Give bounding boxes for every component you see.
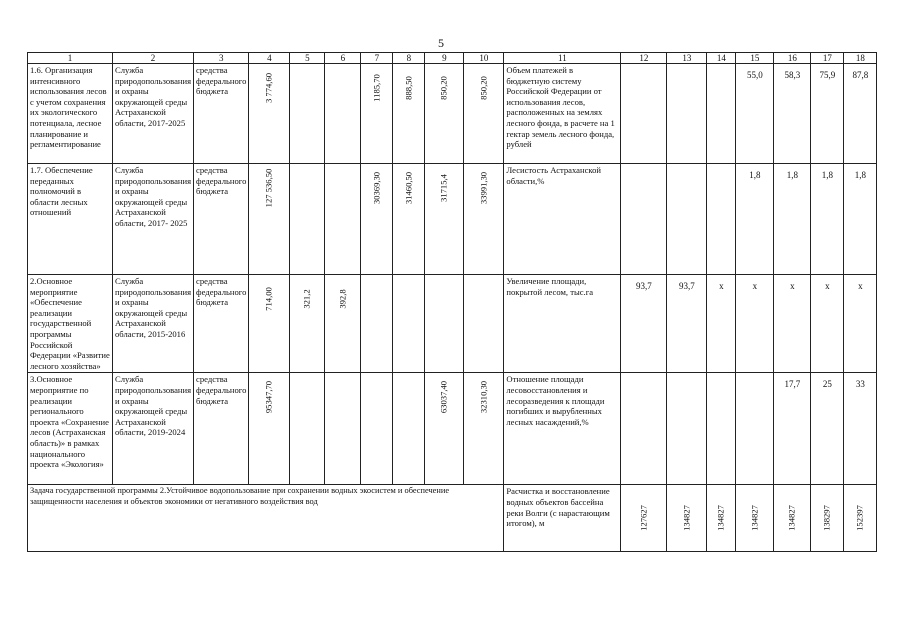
value-c15: х	[736, 275, 774, 373]
col-header: 6	[325, 53, 361, 64]
value-c16: х	[774, 275, 811, 373]
value-c15	[736, 373, 774, 485]
value-c13	[667, 64, 707, 164]
value-c18: 87,8	[844, 64, 877, 164]
value-c16: 17,7	[774, 373, 811, 485]
col-header: 10	[464, 53, 504, 64]
col-header: 16	[774, 53, 811, 64]
amount-c5: 321,2	[290, 275, 325, 373]
amount-c8	[393, 275, 425, 373]
value-c14	[707, 164, 736, 275]
col-header: 11	[504, 53, 621, 64]
amount-c10: 33991,30	[464, 164, 504, 275]
amount-c8	[393, 373, 425, 485]
table-row	[28, 373, 877, 485]
value-c18: 152397	[844, 485, 877, 552]
executor: Служба природопользования и охраны окружающей среды Астраханской области, 2017- 2025	[113, 164, 194, 275]
page-number: 5	[438, 36, 444, 50]
executor: Служба природопользования и охраны окружающей среды Астраханской области, 2019-2024	[113, 373, 194, 485]
amount-c9: 850,20	[425, 64, 464, 164]
value-c12	[621, 64, 667, 164]
col-header: 14	[707, 53, 736, 64]
value-c17: х	[811, 275, 844, 373]
value-c13	[667, 164, 707, 275]
col-header: 5	[290, 53, 325, 64]
col-header: 8	[393, 53, 425, 64]
col-header: 18	[844, 53, 877, 64]
funding-source: средства федерального бюджета	[194, 64, 249, 164]
col-header: 2	[113, 53, 194, 64]
measure-name: 3.Основное мероприятие по реализации регионального проекта «Сохранение лесов (Астраханская область)» в рамках национального проекта «Экология»	[28, 373, 113, 485]
amount-c7	[361, 373, 393, 485]
funding-source: средства федерального бюджета	[194, 275, 249, 373]
col-header: 7	[361, 53, 393, 64]
value-c12	[621, 373, 667, 485]
col-header: 9	[425, 53, 464, 64]
value-c12: 93,7	[621, 275, 667, 373]
value-c12: 127627	[621, 485, 667, 552]
value-c15: 55,0	[736, 64, 774, 164]
col-header: 13	[667, 53, 707, 64]
col-header: 3	[194, 53, 249, 64]
amount-total: 3 774,60	[249, 64, 290, 164]
amount-c7: 1185,70	[361, 64, 393, 164]
value-c14: х	[707, 275, 736, 373]
col-header: 1	[28, 53, 113, 64]
measure-name: 2.Основное мероприятие «Обеспечение реализации государственной программы Российской Федерации «Развитие лесного хозяйства»	[28, 275, 113, 373]
amount-total: 127 536,50	[249, 164, 290, 275]
amount-c6	[325, 373, 361, 485]
amount-total: 714,00	[249, 275, 290, 373]
indicator: Лесистость Астраханской области,%	[504, 164, 621, 275]
value-c18: х	[844, 275, 877, 373]
task-description: Задача государственной программы 2.Устойчивое водопользование при сохранении водных экосистем и обеспечение защищенности населения и объектов экономики от негативного воздействия вод	[28, 485, 504, 552]
col-header: 15	[736, 53, 774, 64]
amount-c10: 850,20	[464, 64, 504, 164]
table-row	[28, 64, 877, 164]
amount-c10: 32310,30	[464, 373, 504, 485]
amount-c5	[290, 164, 325, 275]
value-c15: 134827	[736, 485, 774, 552]
col-header: 12	[621, 53, 667, 64]
value-c14: 134827	[707, 485, 736, 552]
value-c12	[621, 164, 667, 275]
value-c18: 1,8	[844, 164, 877, 275]
indicator: Расчистка и восстановление водных объектов бассейна реки Волги (с нарастающим итогом), м	[504, 485, 621, 552]
value-c17: 138297	[811, 485, 844, 552]
amount-total: 95347,70	[249, 373, 290, 485]
table-row	[28, 164, 877, 275]
amount-c9	[425, 275, 464, 373]
amount-c5	[290, 64, 325, 164]
value-c16: 134827	[774, 485, 811, 552]
col-header: 4	[249, 53, 290, 64]
value-c18: 33	[844, 373, 877, 485]
amount-c8: 888,50	[393, 64, 425, 164]
task-row	[28, 485, 877, 552]
amount-c8: 31460,50	[393, 164, 425, 275]
value-c14	[707, 373, 736, 485]
amount-c7	[361, 275, 393, 373]
amount-c7: 30369,30	[361, 164, 393, 275]
amount-c10	[464, 275, 504, 373]
value-c16: 58,3	[774, 64, 811, 164]
header-row	[28, 53, 877, 64]
measure-name: 1.6. Организация интенсивного использования лесов с учетом сохранения их экологического потенциала, лесное планирование и регламентирование	[28, 64, 113, 164]
measure-name: 1.7. Обеспечение переданных полномочий в области лесных отношений	[28, 164, 113, 275]
amount-c5	[290, 373, 325, 485]
indicator: Объем платежей в бюджетную систему Российской Федерации от использования лесов, расположенных на землях лесного фонда, в расчете на 1 гектар земель лесного фонда, рублей	[504, 64, 621, 164]
value-c13: 93,7	[667, 275, 707, 373]
executor: Служба природопользования и охраны окружающей среды Астраханской области, 2015-2016	[113, 275, 194, 373]
value-c17: 75,9	[811, 64, 844, 164]
value-c17: 1,8	[811, 164, 844, 275]
value-c15: 1,8	[736, 164, 774, 275]
value-c17: 25	[811, 373, 844, 485]
value-c14	[707, 64, 736, 164]
amount-c6: 392,8	[325, 275, 361, 373]
col-header: 17	[811, 53, 844, 64]
executor: Служба природопользования и охраны окружающей среды Астраханской области, 2017-2025	[113, 64, 194, 164]
amount-c6	[325, 164, 361, 275]
amount-c9: 31715,4	[425, 164, 464, 275]
value-c13	[667, 373, 707, 485]
funding-source: средства федерального бюджета	[194, 164, 249, 275]
indicator: Отношение площади лесовосстановления и лесоразведения к площади погибших и вырубленных лесных насаждений,%	[504, 373, 621, 485]
funding-source: средства федерального бюджета	[194, 373, 249, 485]
value-c13: 134827	[667, 485, 707, 552]
indicator: Увеличение площади, покрытой лесом, тыс.га	[504, 275, 621, 373]
program-table	[27, 52, 877, 552]
amount-c6	[325, 64, 361, 164]
amount-c9: 63037,40	[425, 373, 464, 485]
table-row	[28, 275, 877, 373]
value-c16: 1,8	[774, 164, 811, 275]
